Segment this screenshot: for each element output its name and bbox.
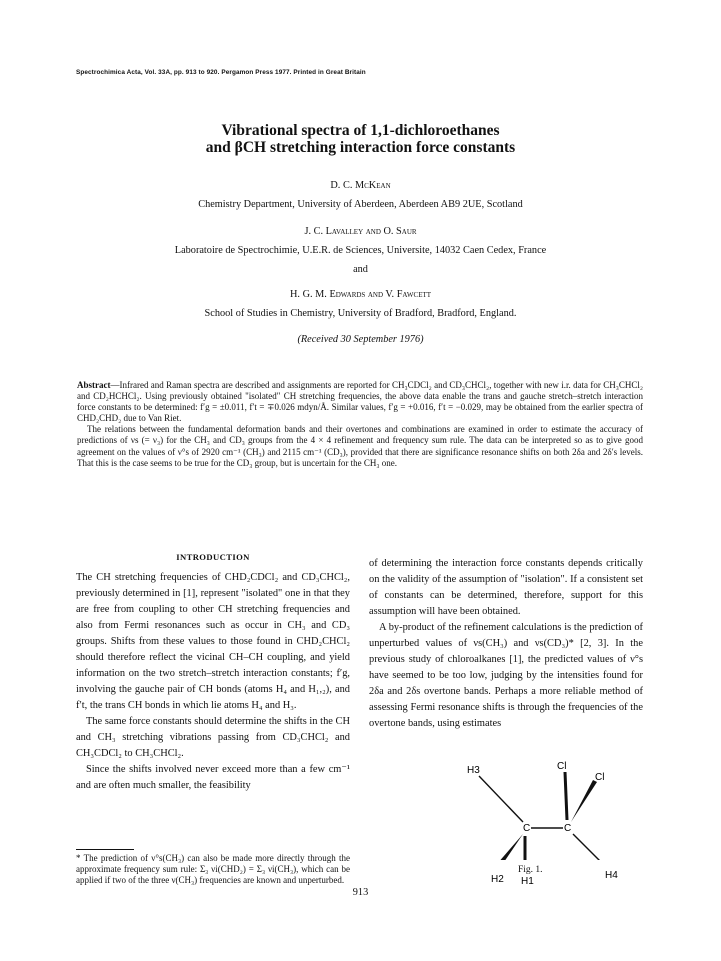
paper-title-line-2: and βCH stretching interaction force constants (205, 139, 516, 156)
author-edwards-fawcett: H. G. M. Edwards and V. Fawcett (289, 289, 432, 300)
affiliation-aberdeen: Chemistry Department, University of Aberdeen, Aberdeen AB9 2UE, Scotland (198, 199, 523, 210)
affiliation-bradford: School of Studies in Chemistry, University of Bradford, Bradford, England. (204, 308, 517, 319)
intro-paragraph-4: of determining the interaction force constants depends critically on the validity of the assumption of "isolation". If a consistent set of constants can be determined, therefore, support for this assumption will have been obtained. (369, 558, 643, 617)
paper-title-line-1: Vibrational spectra of 1,1-dichloroethanes (221, 122, 500, 139)
author-mckean: D. C. McKean (330, 180, 391, 191)
atom-cl2-label: Cl (595, 772, 605, 783)
received-date: (Received 30 September 1976) (297, 334, 424, 345)
abstract-label: Abstract (77, 380, 111, 390)
section-heading-introduction: INTRODUCTION (176, 552, 250, 562)
atom-c2-label: C (564, 823, 572, 834)
intro-paragraph-5: A by-product of the refinement calculations is the prediction of unperturbed values of νs(CH₃) and νs(CD₃)* [2, 3]. In the previous study of chloroalkanes [1], the predicted values of ν°s have seemed to be too low, judging by the intensities found for 2δa and 2δs overtone bands. Perhaps a more reliable method of assessing Fermi resonance shifts is through the frequencies of the overtone bands, using estimates (369, 622, 643, 729)
footnote-text: * The prediction of ν°s(CH₃) can also be made more directly through the approximate frequency sum rule: Σ₃ νi(CHD₂) = Σ₃ νi(CH₃), which can be applied if two of the three ν(CH₃) frequencies are known and unperturbed. (76, 853, 350, 886)
intro-paragraph-2: The same force constants should determine the shifts in the CH and CH₃ stretching vibrations passing from CD₃CHCl₂ and CH₃CDCl₂ to CH₃CHCl₂. (76, 716, 350, 759)
left-column (76, 570, 350, 794)
affiliation-caen: Laboratoire de Spectrochimie, U.E.R. de Sciences, Universite, 14032 Caen Cedex, France (174, 245, 547, 256)
atom-h3-label: H3 (467, 765, 480, 776)
figure-1-caption: Fig. 1. (518, 865, 543, 875)
atom-h1-label: H1 (521, 876, 534, 887)
abstract (77, 380, 643, 469)
abstract-paragraph-1 (77, 380, 643, 424)
atom-c1-label: C (523, 823, 531, 834)
footnote (76, 853, 350, 887)
footnote-rule (76, 849, 134, 850)
page-number: 913 (352, 887, 369, 898)
right-column (369, 556, 643, 732)
atom-h2-label: H2 (491, 874, 504, 885)
figure-1-lower-labels (445, 760, 645, 887)
author-lavalley-saur: J. C. Lavalley and O. Saur (304, 226, 417, 237)
and-separator: and (353, 264, 368, 275)
abstract-text-1: —Infrared and Raman spectra are described and assignments are reported for CH₃CDCl₂ and CD₃CHCl₂, together with new i.r. data for CH₃CHCl₂ and CD₂HCHCl₂. Using previously obtained "isolated" CH stretching frequencies, the above data enable the trans and gauche stretch–stretch interaction force constants to be determined: f′g = ±0.011, f′t = ∓0.026 mdyn/Å. Similar values, f′g = +0.016, f′t = −0.029, may be obtained from the earlier spectra of CHD₂CHD₂ due to Van Riet. (77, 380, 643, 424)
atom-cl1-label: Cl (557, 761, 567, 772)
intro-paragraph-1: The CH stretching frequencies of CHD₂CDCl₂ and CD₃CHCl₂, previously determined in [1], represent "isolated" one in that they are free from coupling to other CH stretching frequencies and also from Fermi resonances such as occur in CH₃ and CD₃ groups. Shifts from these values to those found in CHD₂CHCl₂ should therefore reflect the vicinal CH–CH coupling, and yield information on the two stretch–stretch interaction constants; f′g, involving the gauche pair of CH bonds (atoms H₄ and H₁,₂), and f′t, the trans CH bonds in which lie atoms H₄ and H₃. (76, 572, 350, 711)
journal-citation: Spectrochimica Acta, Vol. 33A, pp. 913 to 920. Pergamon Press 1977. Printed in Great Britain (76, 69, 366, 76)
atom-h4-label: H4 (605, 870, 618, 881)
abstract-paragraph-2: The relations between the fundamental deformation bands and their overtones and combinations are examined in order to estimate the accuracy of predictions of νs (= ν₃) for the CH₃ and CD₃ groups from the 4 × 4 refinement and frequency sum rule. The data can be interpreted so as to give good agreement on the values of ν°s of 2920 cm⁻¹ (CH₃) and 2115 cm⁻¹ (CD₃), provided that there are significance resonance shifts on both 2δa and 2δ′s levels. That this is the case seems to be true for the CD₃ group, but is uncertain for the CH₃ one. (77, 424, 643, 468)
intro-paragraph-3: Since the shifts involved never exceed more than a few cm⁻¹ and are often much smaller, the feasibility (76, 764, 350, 791)
